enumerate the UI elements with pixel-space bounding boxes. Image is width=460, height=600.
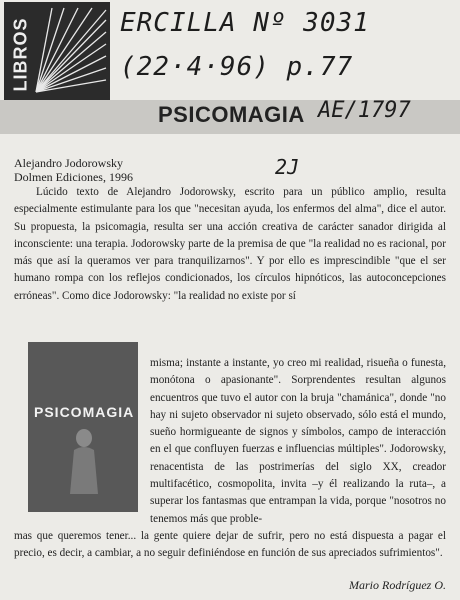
book-cover-image — [28, 342, 138, 512]
book-publisher: Dolmen Ediciones, 1996 — [14, 170, 133, 184]
body-paragraph: mas que queremos tener... la gente quiere dejar de sufrir, pero no está dispuesta a pagar el precio, es decir, a cambiar, a no seguir definiéndose en función de sus apreciados sufrimientos". — [14, 530, 446, 560]
article-title: PSICOMAGIA — [158, 102, 305, 127]
book-author: Alejandro Jodorowsky — [14, 156, 123, 170]
handwritten-reference: AE/1797 — [318, 98, 411, 123]
body-paragraph: Lúcido texto de Alejandro Jodorowsky, escrito para un público amplio, resulta especialmente estimulante para los que "necesitan ayuda, los enfermos del alma", dice el autor. Su propuesta, la psicomagia, resulta ser una acción creativa de carácter sanador dirigida al inconsciente: una terapia. Jodorowsky parte de la premisa de que "la realidad no es racional, por más que así la queramos ver para tranquilizarnos". Y por ello es imprescindible "que el ser humano rompa con los reflejos condicionados, los círculos hipnóticos, las autoconcepciones erróneas". Como dice Jodorowsky: "la realidad no existe por sí — [14, 186, 446, 302]
cover-figure-graphic — [62, 424, 106, 494]
body-paragraph: misma; instante a instante, yo creo mi realidad, risueña o funesta, monótona o apasionante". Sorprendentes resultan algunos encuentros que tuvo el autor con la bruja "chamánica", donde "no hay ni sujeto observador ni sujeto observado, sólo está el mundo, sueño hormigueante de signos y símbolos, campo de interacción en el que confluyen fuerzas e influencias múltiples". Jodorowsky, renacentista de las postrimerías del siglo XX, creador multifacético, cosmopolita, invita –y él realizando la ruta–, a superar los fantasmas que entrampan la vida, porque "nosotros no tenemos más que proble- — [150, 357, 446, 525]
sunburst-graphic — [32, 6, 108, 96]
book-cover-title: PSICOMAGIA — [34, 404, 135, 420]
section-banner — [4, 2, 110, 100]
handwritten-source: ERCILLA Nº 3031 — [120, 8, 370, 38]
handwritten-date: (22·4·96) p.77 — [120, 52, 354, 82]
section-label: LIBROS — [10, 16, 31, 92]
author-signature: Mario Rodríguez O. — [349, 578, 446, 592]
handwritten-mark: 2J — [275, 155, 300, 179]
